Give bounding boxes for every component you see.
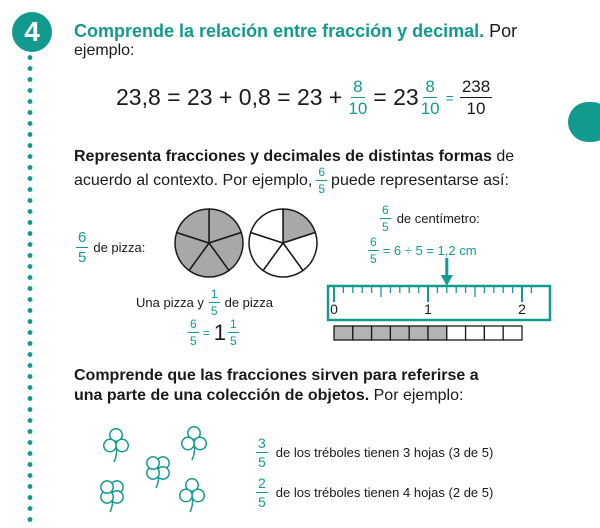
equation-fraction-2: $\frac{8}{10}$ <box>420 77 440 118</box>
pizza-caption <box>136 288 273 317</box>
clover-icon <box>147 457 169 488</box>
equation-fraction-3: $\frac{238}{10}$ <box>461 77 491 118</box>
mixed-whole: 1 <box>213 319 226 345</box>
collection-line2 <box>74 387 463 405</box>
ruler-body <box>328 286 550 320</box>
pizza-label-text: de pizza: <box>93 240 146 255</box>
fifth-bar-cell <box>466 326 485 340</box>
equation-fraction-1: $\frac{8}{10}$ <box>348 77 368 118</box>
fifth-bar-cell <box>390 326 409 340</box>
centimeter-calc-fraction: $\frac{6}{5}$ <box>370 235 377 266</box>
collection-row-2-fraction: $\frac{2}{5}$ <box>258 475 266 510</box>
pizza-fifth <box>246 206 320 280</box>
fifth-bar-cell <box>409 326 428 340</box>
represent-line2 <box>74 166 509 195</box>
collection-row-1-text: de los tréboles tienen 3 hojas (3 de 5) <box>275 445 494 460</box>
mixed-number <box>188 318 239 347</box>
fifth-bar-cell <box>503 326 522 340</box>
centimeter-label-text: de centímetro: <box>396 211 480 226</box>
represent-fraction: $\frac{6}{5}$ <box>318 165 326 196</box>
heading-bold: Comprende la relación entre fracción y decimal. <box>74 21 485 41</box>
equation-equals: = <box>445 89 454 106</box>
fifth-bar-cell <box>484 326 503 340</box>
ruler-label: 0 <box>330 301 338 317</box>
mixed-fraction: $\frac{6}{5}$ <box>190 317 197 348</box>
collection-row-1 <box>256 436 493 469</box>
pizza-fraction: $\frac{6}{5}$ <box>78 229 87 266</box>
pizza-caption-pre: Una pizza y <box>136 295 204 310</box>
pizza-caption-post: de pizza <box>224 295 274 310</box>
centimeter-calc-text: = 6 ÷ 5 = 1,2 cm <box>382 243 477 258</box>
dotted-margin-line <box>27 52 33 528</box>
collection-bold: una parte de una colección de objetos. <box>74 387 370 404</box>
fifth-bar-cell <box>428 326 447 340</box>
fifth-bar-cell <box>334 326 353 340</box>
section-heading <box>74 20 574 42</box>
represent-line1 <box>74 148 514 166</box>
ruler-label: 2 <box>518 301 526 317</box>
represent-line2-pre: acuerdo al contexto. Por ejemplo, <box>74 171 313 189</box>
heading-tail: Por <box>484 21 518 41</box>
pizza-caption-fraction: $\frac{1}{5}$ <box>210 287 218 318</box>
clover-icon <box>101 481 123 512</box>
section-number-badge <box>12 12 52 52</box>
collection-row-2-text: de los tréboles tienen 4 hojas (2 de 5) <box>275 485 494 500</box>
centimeter-fraction: $\frac{6}{5}$ <box>382 203 389 234</box>
mixed-part-fraction: $\frac{1}{5}$ <box>229 317 237 348</box>
collection-tail: Por ejemplo: <box>369 387 464 404</box>
equation-part-a: 23,8 = 23 + 0,8 = 23 + <box>116 84 343 110</box>
represent-tail: de <box>491 148 515 165</box>
pizza-label <box>76 230 145 265</box>
pizza-whole <box>172 206 246 280</box>
clover-icon <box>182 427 207 460</box>
mixed-equals: = <box>202 325 210 340</box>
centimeter-label <box>380 204 480 233</box>
decimal-equation <box>116 78 492 117</box>
clover-collection <box>90 420 230 520</box>
fifth-bar-cell <box>372 326 391 340</box>
page-edge-tab <box>568 102 600 142</box>
centimeter-ruler <box>326 258 558 350</box>
collection-row-1-fraction: $\frac{3}{5}$ <box>258 435 266 470</box>
collection-row-2 <box>256 476 493 509</box>
represent-line2-post: puede representarse así: <box>331 171 509 189</box>
section-number: 4 <box>24 16 40 47</box>
collection-line1: Comprende que las fracciones sirven para referirse a <box>74 367 479 384</box>
represent-bold: Representa fracciones y decimales de distintas formas <box>74 148 492 165</box>
fifth-bar-cell <box>447 326 466 340</box>
ruler-label: 1 <box>424 301 432 317</box>
clover-icon <box>104 429 129 462</box>
fifth-bar-cell <box>353 326 372 340</box>
ruler-arrow-head <box>441 275 453 286</box>
clover-icon <box>180 479 205 512</box>
heading-line2: ejemplo: <box>74 42 135 59</box>
equation-part-b: = 23 <box>373 84 419 110</box>
